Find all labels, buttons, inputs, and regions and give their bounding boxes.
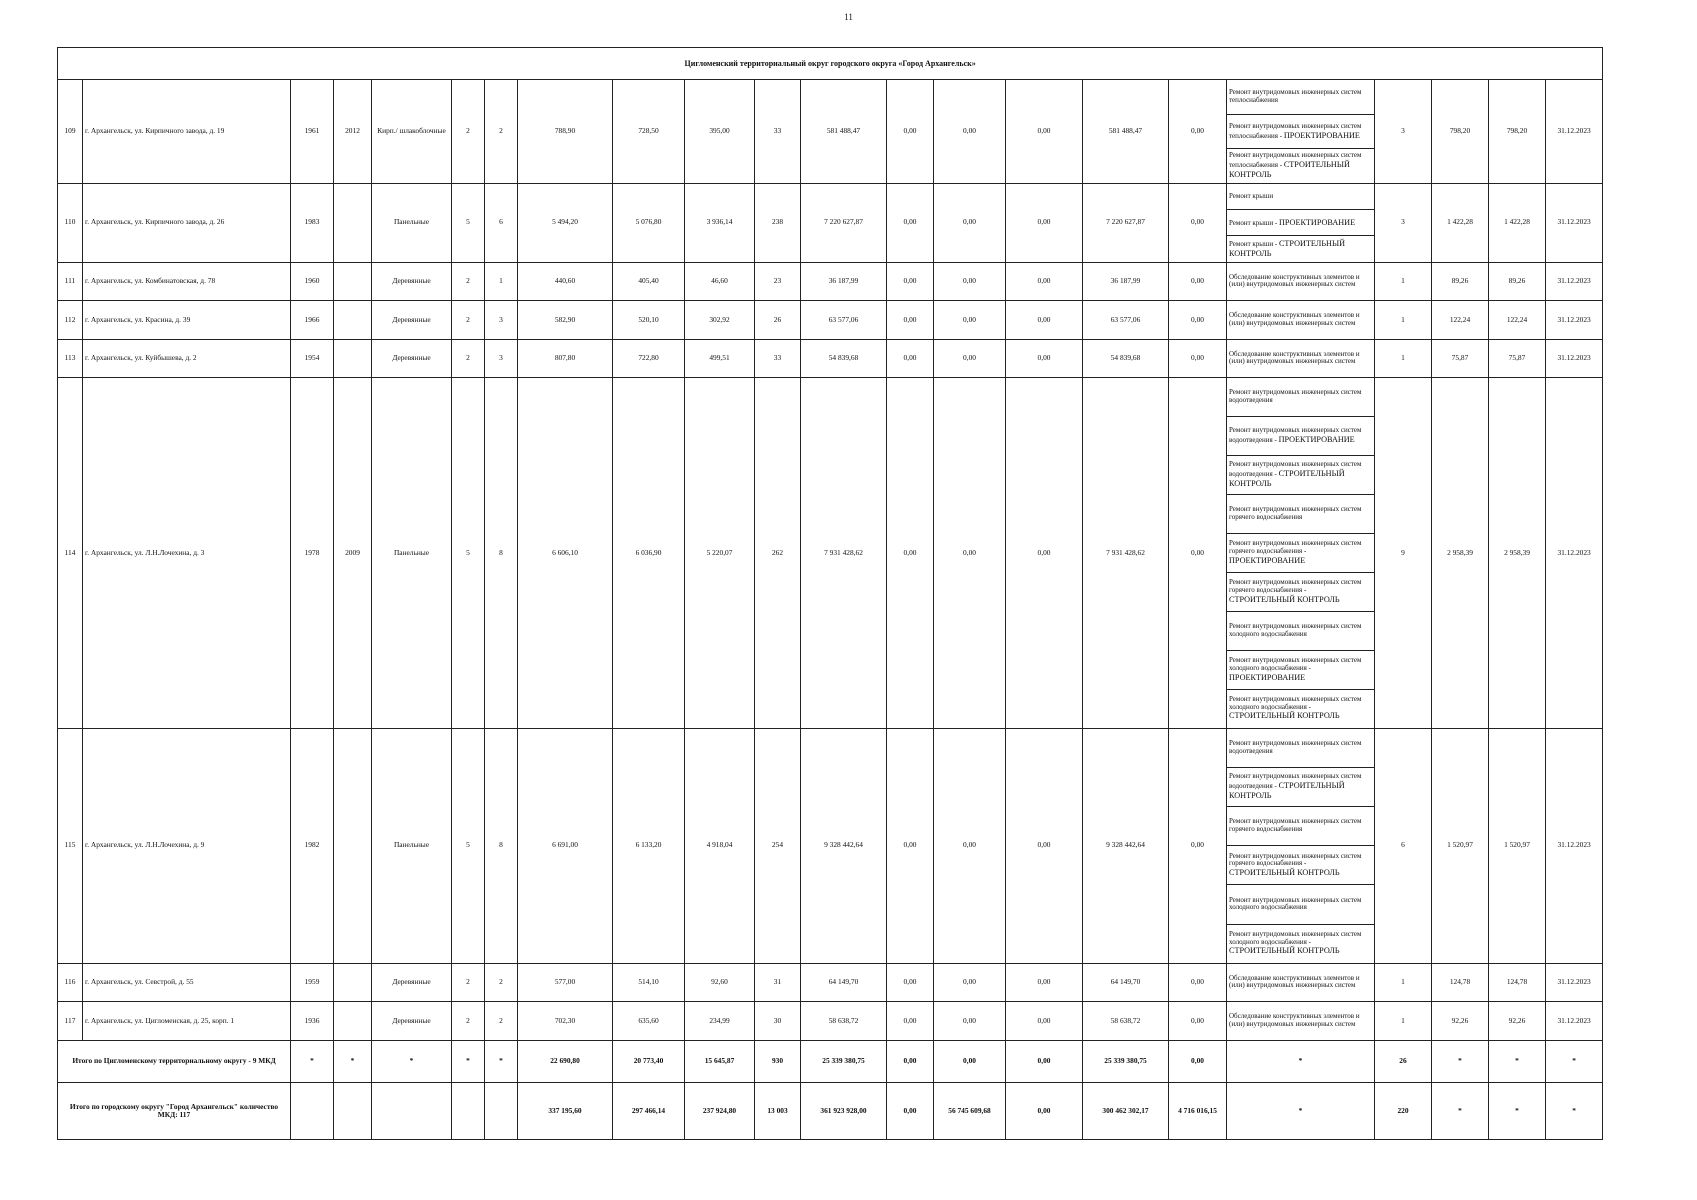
- area-priv-cell: 5 220,07: [685, 378, 755, 728]
- area-res-cell: 722,80: [613, 339, 685, 377]
- works-cell: [1227, 262, 1375, 300]
- c-other-cell: 0,00: [1169, 183, 1227, 262]
- renov-cell: [334, 262, 372, 300]
- c-reg-cell: 0,00: [934, 339, 1006, 377]
- address-cell: г. Архангельск, ул. Куйбышева, д. 2: [83, 339, 291, 377]
- total-row: [58, 1040, 1603, 1083]
- area-priv-cell: 46,60: [685, 262, 755, 300]
- table-row: [58, 301, 1603, 339]
- address-cell: г. Архангельск, ул. Красина, д. 39: [83, 301, 291, 339]
- count-cell: 6: [1375, 728, 1432, 963]
- date-cell: 31.12.2023: [1546, 262, 1603, 300]
- c-other-cell: 0,00: [1169, 301, 1227, 339]
- table-row: [58, 183, 1603, 262]
- cost-total-total-cell: 361 923 928,00: [801, 1083, 887, 1140]
- people-cell: 262: [755, 378, 801, 728]
- entr-cell: 6: [485, 183, 518, 262]
- work-item: Ремонт внутридомовых инженерных систем водоотведения - СТРОИТЕЛЬНЫЙ КОНТРОЛЬ: [1227, 768, 1374, 807]
- floors-cell: 2: [452, 339, 485, 377]
- work-item: Обследование конструктивных элементов и (или) внутридомовых инженерных систем: [1229, 349, 1360, 366]
- no-cell: 109: [58, 80, 83, 183]
- works-cell: [1227, 378, 1375, 728]
- area-res-cell: 5 076,80: [613, 183, 685, 262]
- entr-cell: 3: [485, 301, 518, 339]
- count-total-cell: 26: [1375, 1040, 1432, 1083]
- unit2-cell: 124,78: [1489, 963, 1546, 1001]
- unit1-cell: 124,78: [1432, 963, 1489, 1001]
- c-other-total-cell: 0,00: [1169, 1040, 1227, 1083]
- count-cell: 1: [1375, 1002, 1432, 1040]
- built-cell: 1983: [291, 183, 334, 262]
- work-item: Обследование конструктивных элементов и (или) внутридомовых инженерных систем: [1229, 311, 1360, 327]
- area-res-total-cell: 20 773,40: [613, 1040, 685, 1083]
- c-own-cell: 9 328 442,64: [1083, 728, 1169, 963]
- area-priv-cell: 302,92: [685, 301, 755, 339]
- no-cell: 111: [58, 262, 83, 300]
- c-own-cell: 64 149,70: [1083, 963, 1169, 1001]
- works-list: [1227, 263, 1374, 300]
- c-reg-cell: 0,00: [934, 1002, 1006, 1040]
- work-item: Ремонт внутридомовых инженерных систем холодного водоснабжения - СТРОИТЕЛЬНЫЙ КОНТРОЛЬ: [1229, 930, 1362, 956]
- count-cell: 3: [1375, 183, 1432, 262]
- built-cell: 1978: [291, 378, 334, 728]
- walls-cell: Деревянные: [372, 963, 452, 1001]
- c-own-total-cell: 300 462 302,17: [1083, 1083, 1169, 1140]
- section-header-row: [58, 48, 1603, 80]
- c-fund-cell: 0,00: [887, 80, 934, 183]
- work-item: Ремонт внутридомовых инженерных систем горячего водоснабжения: [1227, 807, 1374, 846]
- floors-cell: 2: [452, 262, 485, 300]
- count-cell: 1: [1375, 339, 1432, 377]
- total-label: Итого по городскому округу "Город Архангельск" количество МКД: 117: [58, 1083, 291, 1140]
- work-item: Ремонт внутридомовых инженерных систем теплоснабжения - ПРОЕКТИРОВАНИЕ: [1227, 115, 1374, 149]
- floors-total-cell: *: [452, 1040, 485, 1083]
- table-row: [58, 1002, 1603, 1040]
- area-total-cell: 807,80: [518, 339, 613, 377]
- count-cell: 3: [1375, 80, 1432, 183]
- cost-total-total-cell: 25 339 380,75: [801, 1040, 887, 1083]
- work-item: Ремонт внутридомовых инженерных систем водоотведения: [1227, 378, 1374, 417]
- entr-cell: 8: [485, 728, 518, 963]
- no-cell: 116: [58, 963, 83, 1001]
- walls-cell: Панельные: [372, 183, 452, 262]
- built-total-cell: [291, 1083, 334, 1140]
- area-total-cell: 6 691,00: [518, 728, 613, 963]
- work-item: Ремонт внутридомовых инженерных систем холодного водоснабжения - СТРОИТЕЛЬНЫЙ КОНТРОЛЬ: [1229, 695, 1362, 721]
- count-cell: 1: [1375, 301, 1432, 339]
- built-cell: 1960: [291, 262, 334, 300]
- unit1-cell: 92,26: [1432, 1002, 1489, 1040]
- no-cell: 115: [58, 728, 83, 963]
- renov-cell: 2009: [334, 378, 372, 728]
- unit2-cell: 89,26: [1489, 262, 1546, 300]
- works-cell: [1227, 963, 1375, 1001]
- entr-total-cell: *: [485, 1040, 518, 1083]
- entr-cell: 2: [485, 963, 518, 1001]
- built-cell: 1961: [291, 80, 334, 183]
- work-item: Ремонт внутридомовых инженерных систем теплоснабжения - СТРОИТЕЛЬНЫЙ КОНТРОЛЬ: [1229, 151, 1362, 179]
- renov-cell: [334, 1002, 372, 1040]
- work-item: Ремонт внутридомовых инженерных систем горячего водоснабжения - ПРОЕКТИРОВАНИЕ: [1227, 534, 1374, 573]
- entr-cell: 8: [485, 378, 518, 728]
- work-item: Ремонт внутридомовых инженерных систем водоотведения - СТРОИТЕЛЬНЫЙ КОНТРОЛЬ: [1227, 456, 1374, 495]
- people-total-cell: 13 003: [755, 1083, 801, 1140]
- c-reg-total-cell: 0,00: [934, 1040, 1006, 1083]
- c-own-total-cell: 25 339 380,75: [1083, 1040, 1169, 1083]
- walls-cell: Деревянные: [372, 339, 452, 377]
- unit1-cell: 2 958,39: [1432, 378, 1489, 728]
- unit2-cell: 1 520,97: [1489, 728, 1546, 963]
- work-item: Ремонт внутридомовых инженерных систем водоотведения - ПРОЕКТИРОВАНИЕ: [1227, 417, 1374, 456]
- c-mun-cell: 0,00: [1006, 80, 1083, 183]
- no-cell: 117: [58, 1002, 83, 1040]
- area-priv-cell: 499,51: [685, 339, 755, 377]
- work-item: Ремонт внутридомовых инженерных систем горячего водоснабжения - СТРОИТЕЛЬНЫЙ КОНТРОЛЬ: [1227, 573, 1374, 612]
- renov-total-cell: *: [334, 1040, 372, 1083]
- people-cell: 254: [755, 728, 801, 963]
- work-item: Ремонт крыши - ПРОЕКТИРОВАНИЕ: [1227, 210, 1374, 236]
- floors-cell: 2: [452, 1002, 485, 1040]
- c-own-cell: 7 931 428,62: [1083, 378, 1169, 728]
- works-list: [1227, 184, 1374, 262]
- c-reg-cell: 0,00: [934, 80, 1006, 183]
- built-total-cell: *: [291, 1040, 334, 1083]
- c-reg-cell: 0,00: [934, 183, 1006, 262]
- built-cell: 1966: [291, 301, 334, 339]
- works-cell: [1227, 339, 1375, 377]
- works-list: [1227, 378, 1374, 727]
- c-reg-cell: 0,00: [934, 262, 1006, 300]
- c-reg-total-cell: 56 745 609,68: [934, 1083, 1006, 1140]
- c-mun-cell: 0,00: [1006, 963, 1083, 1001]
- work-item: Ремонт внутридомовых инженерных систем холодного водоснабжения: [1227, 612, 1374, 651]
- c-other-cell: 0,00: [1169, 728, 1227, 963]
- c-mun-cell: 0,00: [1006, 183, 1083, 262]
- cost-total-cell: 581 488,47: [801, 80, 887, 183]
- no-cell: 113: [58, 339, 83, 377]
- entr-total-cell: [485, 1083, 518, 1140]
- entr-cell: 2: [485, 1002, 518, 1040]
- work-item: Обследование конструктивных элементов и (или) внутридомовых инженерных систем: [1229, 272, 1360, 289]
- built-cell: 1959: [291, 963, 334, 1001]
- c-fund-cell: 0,00: [887, 1002, 934, 1040]
- total-row: [58, 1083, 1603, 1140]
- c-mun-total-cell: 0,00: [1006, 1040, 1083, 1083]
- works-cell: [1227, 728, 1375, 963]
- area-total-cell: 577,00: [518, 963, 613, 1001]
- renov-cell: [334, 183, 372, 262]
- area-total-cell: 440,60: [518, 262, 613, 300]
- no-cell: 114: [58, 378, 83, 728]
- date-cell: 31.12.2023: [1546, 378, 1603, 728]
- works-cell: [1227, 80, 1375, 183]
- c-reg-cell: 0,00: [934, 378, 1006, 728]
- area-total-cell: 582,90: [518, 301, 613, 339]
- date-cell: 31.12.2023: [1546, 963, 1603, 1001]
- works-list: [1227, 80, 1374, 182]
- area-priv-total-cell: 237 924,80: [685, 1083, 755, 1140]
- walls-cell: Деревянные: [372, 262, 452, 300]
- address-cell: г. Архангельск, ул. Л.Н.Лочехина, д. 9: [83, 728, 291, 963]
- work-item: Ремонт внутридомовых инженерных систем холодного водоснабжения: [1227, 885, 1374, 924]
- unit2-total-cell: *: [1489, 1083, 1546, 1140]
- c-reg-cell: 0,00: [934, 301, 1006, 339]
- c-fund-cell: 0,00: [887, 378, 934, 728]
- renov-cell: [334, 339, 372, 377]
- floors-total-cell: [452, 1083, 485, 1140]
- walls-cell: Деревянные: [372, 1002, 452, 1040]
- works-list: [1227, 340, 1374, 377]
- c-reg-cell: 0,00: [934, 963, 1006, 1001]
- date-cell: 31.12.2023: [1546, 80, 1603, 183]
- count-cell: 1: [1375, 262, 1432, 300]
- c-fund-cell: 0,00: [887, 262, 934, 300]
- date-cell: 31.12.2023: [1546, 183, 1603, 262]
- c-fund-cell: 0,00: [887, 339, 934, 377]
- area-priv-total-cell: 15 645,87: [685, 1040, 755, 1083]
- area-priv-cell: 3 936,14: [685, 183, 755, 262]
- area-res-cell: 520,10: [613, 301, 685, 339]
- renov-cell: 2012: [334, 80, 372, 183]
- c-own-cell: 63 577,06: [1083, 301, 1169, 339]
- area-priv-cell: 395,00: [685, 80, 755, 183]
- floors-cell: 5: [452, 728, 485, 963]
- works-list: [1227, 964, 1374, 1001]
- cost-total-cell: 64 149,70: [801, 963, 887, 1001]
- c-other-cell: 0,00: [1169, 963, 1227, 1001]
- people-cell: 26: [755, 301, 801, 339]
- area-total-cell: 5 494,20: [518, 183, 613, 262]
- unit2-cell: 1 422,28: [1489, 183, 1546, 262]
- renov-cell: [334, 301, 372, 339]
- built-cell: 1954: [291, 339, 334, 377]
- work-item: Обследование конструктивных элементов и (или) внутридомовых инженерных систем: [1229, 1012, 1360, 1028]
- unit1-cell: 798,20: [1432, 80, 1489, 183]
- address-cell: г. Архангельск, ул. Цигломенская, д. 25, корп. 1: [83, 1002, 291, 1040]
- work-item: Ремонт крыши: [1227, 184, 1374, 210]
- c-other-cell: 0,00: [1169, 1002, 1227, 1040]
- unit1-cell: 89,26: [1432, 262, 1489, 300]
- area-priv-cell: 4 918,04: [685, 728, 755, 963]
- floors-cell: 2: [452, 301, 485, 339]
- c-fund-cell: 0,00: [887, 963, 934, 1001]
- table-row: [58, 262, 1603, 300]
- people-cell: 33: [755, 339, 801, 377]
- work-item: Ремонт крыши - СТРОИТЕЛЬНЫЙ КОНТРОЛЬ: [1229, 239, 1346, 259]
- date-total-cell: *: [1546, 1040, 1603, 1083]
- c-other-cell: 0,00: [1169, 378, 1227, 728]
- unit1-cell: 1 422,28: [1432, 183, 1489, 262]
- unit1-total-cell: *: [1432, 1040, 1489, 1083]
- c-fund-cell: 0,00: [887, 728, 934, 963]
- works-list: [1227, 729, 1374, 963]
- renov-cell: [334, 728, 372, 963]
- works-list: [1227, 1002, 1374, 1039]
- unit1-cell: 75,87: [1432, 339, 1489, 377]
- entr-cell: 2: [485, 80, 518, 183]
- floors-cell: 2: [452, 80, 485, 183]
- c-other-cell: 0,00: [1169, 262, 1227, 300]
- count-cell: 1: [1375, 963, 1432, 1001]
- works-total-cell: *: [1227, 1083, 1375, 1140]
- unit2-cell: 2 958,39: [1489, 378, 1546, 728]
- unit1-total-cell: *: [1432, 1083, 1489, 1140]
- c-own-cell: 581 488,47: [1083, 80, 1169, 183]
- area-total-cell: 702,30: [518, 1002, 613, 1040]
- no-cell: 112: [58, 301, 83, 339]
- c-own-cell: 54 839,68: [1083, 339, 1169, 377]
- count-total-cell: 220: [1375, 1083, 1432, 1140]
- c-fund-cell: 0,00: [887, 301, 934, 339]
- people-total-cell: 930: [755, 1040, 801, 1083]
- area-total-cell: 6 606,10: [518, 378, 613, 728]
- table-row: [58, 80, 1603, 183]
- date-cell: 31.12.2023: [1546, 301, 1603, 339]
- no-cell: 110: [58, 183, 83, 262]
- c-own-cell: 36 187,99: [1083, 262, 1169, 300]
- entr-cell: 3: [485, 339, 518, 377]
- work-item: Ремонт внутридомовых инженерных систем горячего водоснабжения: [1227, 495, 1374, 534]
- unit2-total-cell: *: [1489, 1040, 1546, 1083]
- date-cell: 31.12.2023: [1546, 1002, 1603, 1040]
- c-fund-total-cell: 0,00: [887, 1083, 934, 1140]
- cost-total-cell: 54 839,68: [801, 339, 887, 377]
- area-priv-cell: 234,99: [685, 1002, 755, 1040]
- renov-cell: [334, 963, 372, 1001]
- address-cell: г. Архангельск, ул. Л.Н.Лочехина, д. 3: [83, 378, 291, 728]
- people-cell: 31: [755, 963, 801, 1001]
- c-mun-cell: 0,00: [1006, 378, 1083, 728]
- people-cell: 238: [755, 183, 801, 262]
- people-cell: 23: [755, 262, 801, 300]
- floors-cell: 2: [452, 963, 485, 1001]
- table-row: [58, 728, 1603, 963]
- c-mun-total-cell: 0,00: [1006, 1083, 1083, 1140]
- date-total-cell: *: [1546, 1083, 1603, 1140]
- works-total-cell: *: [1227, 1040, 1375, 1083]
- area-total-total-cell: 22 690,80: [518, 1040, 613, 1083]
- floors-cell: 5: [452, 183, 485, 262]
- cost-total-cell: 9 328 442,64: [801, 728, 887, 963]
- works-cell: [1227, 301, 1375, 339]
- unit2-cell: 92,26: [1489, 1002, 1546, 1040]
- c-reg-cell: 0,00: [934, 728, 1006, 963]
- work-item: Обследование конструктивных элементов и (или) внутридомовых инженерных систем: [1229, 973, 1360, 990]
- work-item: Ремонт внутридомовых инженерных систем горячего водоснабжения - СТРОИТЕЛЬНЫЙ КОНТРОЛЬ: [1227, 846, 1374, 885]
- built-cell: 1936: [291, 1002, 334, 1040]
- address-cell: г. Архангельск, ул. Севстрой, д. 55: [83, 963, 291, 1001]
- address-cell: г. Архангельск, ул. Комбинатовская, д. 78: [83, 262, 291, 300]
- work-item: Ремонт внутридомовых инженерных систем холодного водоснабжения - ПРОЕКТИРОВАНИЕ: [1227, 651, 1374, 690]
- entr-cell: 1: [485, 262, 518, 300]
- walls-cell: Панельные: [372, 378, 452, 728]
- area-res-cell: 728,50: [613, 80, 685, 183]
- area-priv-cell: 92,60: [685, 963, 755, 1001]
- walls-total-cell: *: [372, 1040, 452, 1083]
- cost-total-cell: 63 577,06: [801, 301, 887, 339]
- c-other-cell: 0,00: [1169, 80, 1227, 183]
- area-res-cell: 6 036,90: [613, 378, 685, 728]
- table-row: [58, 963, 1603, 1001]
- unit2-cell: 75,87: [1489, 339, 1546, 377]
- c-mun-cell: 0,00: [1006, 728, 1083, 963]
- works-cell: [1227, 183, 1375, 262]
- c-mun-cell: 0,00: [1006, 1002, 1083, 1040]
- walls-cell: Панельные: [372, 728, 452, 963]
- table-row: [58, 339, 1603, 377]
- c-own-cell: 7 220 627,87: [1083, 183, 1169, 262]
- c-mun-cell: 0,00: [1006, 301, 1083, 339]
- address-cell: г. Архангельск, ул. Кирпичного завода, д. 26: [83, 183, 291, 262]
- unit2-cell: 122,24: [1489, 301, 1546, 339]
- area-res-cell: 514,10: [613, 963, 685, 1001]
- cost-total-cell: 7 220 627,87: [801, 183, 887, 262]
- walls-cell: Кирп./ шлакоблочные: [372, 80, 452, 183]
- capital-repair-table: [57, 47, 1603, 1140]
- unit1-cell: 122,24: [1432, 301, 1489, 339]
- works-cell: [1227, 1002, 1375, 1040]
- date-cell: 31.12.2023: [1546, 728, 1603, 963]
- page-number: 11: [844, 12, 853, 22]
- works-list: [1227, 301, 1374, 338]
- table-row: [58, 378, 1603, 728]
- address-cell: г. Архангельск, ул. Кирпичного завода, д. 19: [83, 80, 291, 183]
- unit2-cell: 798,20: [1489, 80, 1546, 183]
- c-other-total-cell: 4 716 016,15: [1169, 1083, 1227, 1140]
- work-item: Ремонт внутридомовых инженерных систем теплоснабжения: [1227, 80, 1374, 114]
- area-res-cell: 635,60: [613, 1002, 685, 1040]
- built-cell: 1982: [291, 728, 334, 963]
- date-cell: 31.12.2023: [1546, 339, 1603, 377]
- c-mun-cell: 0,00: [1006, 339, 1083, 377]
- people-cell: 33: [755, 80, 801, 183]
- c-mun-cell: 0,00: [1006, 262, 1083, 300]
- total-label: Итого по Цигломенскому территориальному округу - 9 МКД: [58, 1040, 291, 1083]
- unit1-cell: 1 520,97: [1432, 728, 1489, 963]
- count-cell: 9: [1375, 378, 1432, 728]
- area-total-cell: 788,90: [518, 80, 613, 183]
- area-res-cell: 405,40: [613, 262, 685, 300]
- c-own-cell: 58 638,72: [1083, 1002, 1169, 1040]
- cost-total-cell: 58 638,72: [801, 1002, 887, 1040]
- walls-cell: Деревянные: [372, 301, 452, 339]
- c-fund-total-cell: 0,00: [887, 1040, 934, 1083]
- people-cell: 30: [755, 1002, 801, 1040]
- c-other-cell: 0,00: [1169, 339, 1227, 377]
- renov-total-cell: [334, 1083, 372, 1140]
- area-res-total-cell: 297 466,14: [613, 1083, 685, 1140]
- cost-total-cell: 36 187,99: [801, 262, 887, 300]
- c-fund-cell: 0,00: [887, 183, 934, 262]
- walls-total-cell: [372, 1083, 452, 1140]
- area-res-cell: 6 133,20: [613, 728, 685, 963]
- section-title: Цигломенский территориальный округ городского округа «Город Архангельск»: [58, 48, 1603, 80]
- area-total-total-cell: 337 195,60: [518, 1083, 613, 1140]
- work-item: Ремонт внутридомовых инженерных систем водоотведения: [1227, 729, 1374, 768]
- floors-cell: 5: [452, 378, 485, 728]
- cost-total-cell: 7 931 428,62: [801, 378, 887, 728]
